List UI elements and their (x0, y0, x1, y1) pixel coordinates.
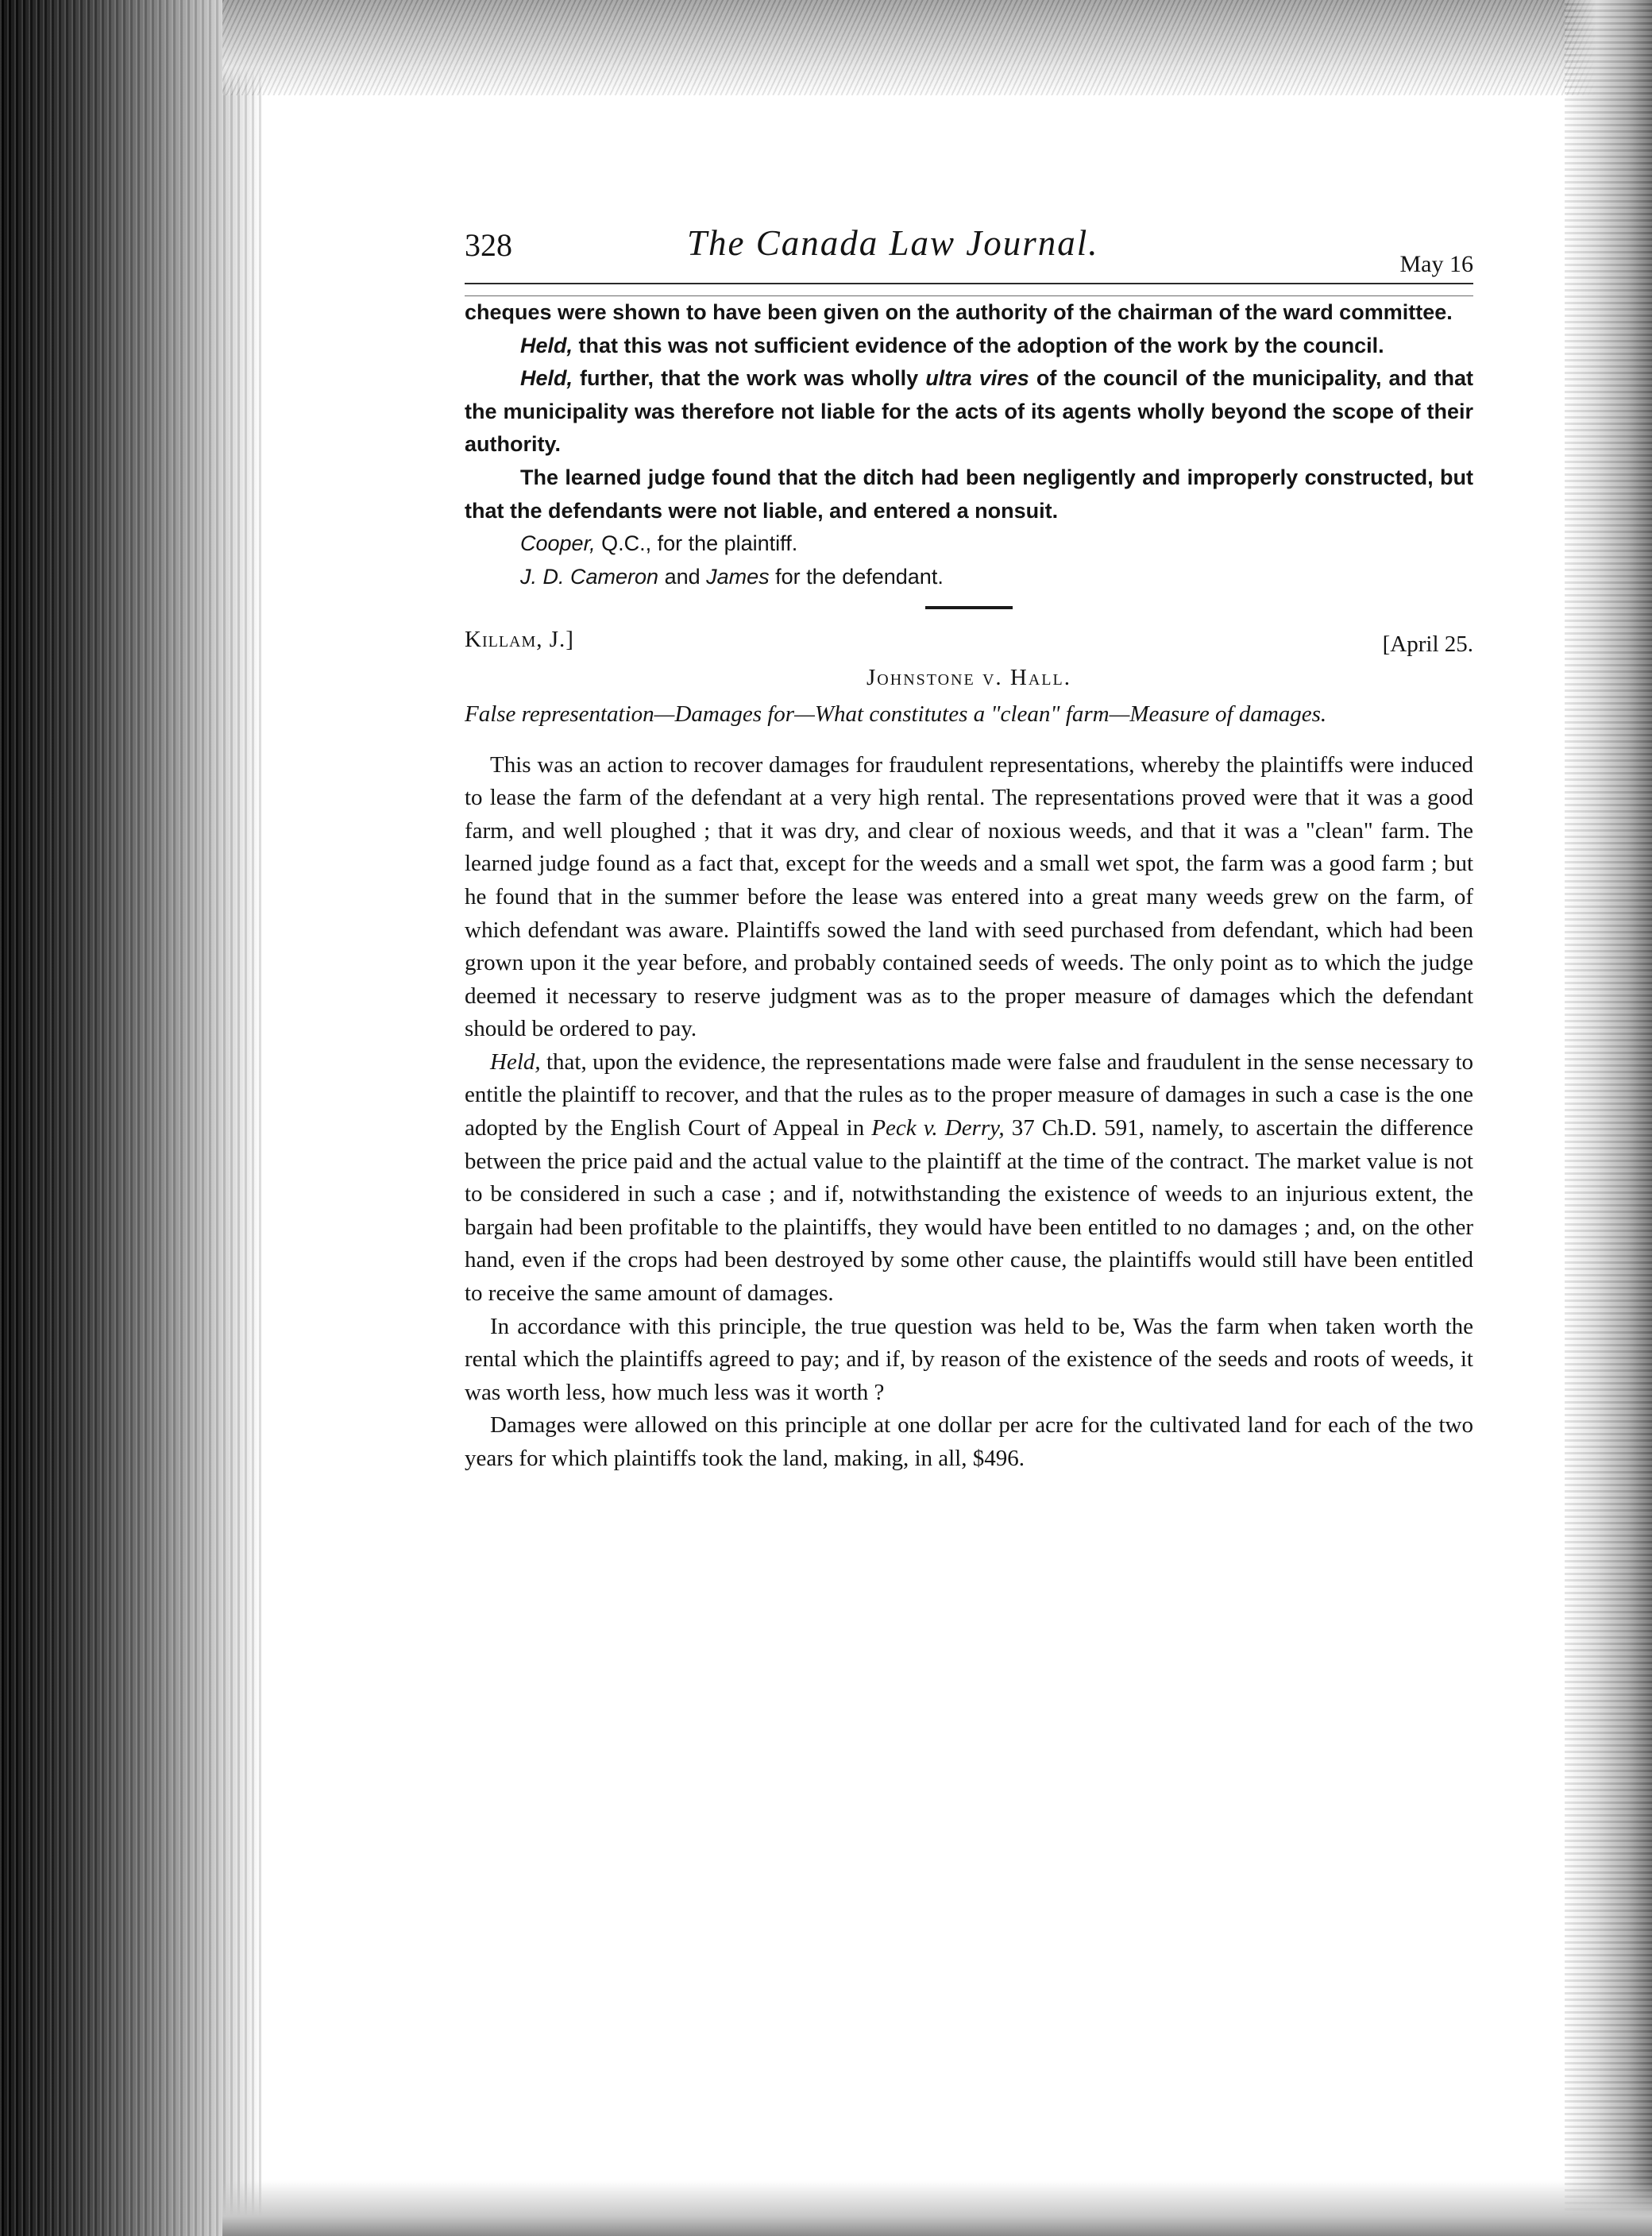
paragraph-text: Damages were allowed on this principle at one dollar per acre for the cultivated land for each of the two years for which plaintiffs took the land, making, in all, $496. (465, 1412, 1473, 1471)
page-number: 328 (465, 227, 512, 263)
paragraph-text: 37 Ch.D. 591, namely, to ascertain the difference between the price paid and the actual value to the plaintiff at the time of the contract. The market value is not to be considered in such a case ; and if, notwithstanding the existence of weeds to an injurious extent, the bargain had been profitable to the plaintiffs, they would have been entitled to no damages ; and, on the other hand, even if the crops had been destroyed by some other cause, the plaintiffs would still have been entitled to receive the same amount of damages. (465, 1115, 1473, 1307)
paragraph-text: that, upon the evidence, the representations made were false and fraudulent in the sense necessary to entitle the plaintiff to recover, and that the rules as to the proper measure of damages in such a case is the one adopted by the English Court of Appeal in (465, 1048, 1473, 1141)
scan-shadow-bottom (222, 2180, 1652, 2236)
case-headnote: False representation—Damages for—What constitutes a "clean" farm—Measure of damages. (465, 701, 1327, 727)
paragraph (465, 362, 1473, 461)
case-judge-line (465, 624, 1473, 660)
held-label: Held, (490, 1048, 541, 1075)
case-name: Johnstone v. Hall. (867, 665, 1071, 691)
paragraph (465, 749, 1473, 1046)
scan-shadow-top (222, 0, 1652, 95)
page-text (465, 222, 1473, 1476)
head-rule (465, 284, 1473, 296)
case-body (465, 749, 1473, 1476)
paragraph (465, 461, 1473, 527)
scan-shadow-left (0, 0, 262, 2236)
held-label: Held, (520, 366, 573, 391)
paragraph (465, 1046, 1473, 1311)
judge-name: Killam, J.] (465, 627, 574, 653)
issue-date: May 16 (1399, 251, 1473, 277)
counsel-line (465, 527, 1473, 561)
paragraph-text: In accordance with this principle, the true question was held to be, Was the farm when taken worth the rental which the plaintiffs agreed to pay; and if, by reason of the existence of the seeds and roots of weeds, it was worth less, how much less was it worth ? (465, 1313, 1473, 1405)
case-citation: Peck v. Derry, (871, 1115, 1005, 1141)
case-date: [April 25. (1382, 631, 1473, 658)
counsel-name: James (706, 564, 770, 589)
latin-term: ultra vires (925, 366, 1029, 391)
upper-section (465, 296, 1473, 593)
paragraph (465, 296, 1473, 330)
paragraph-text: cheques were shown to have been given on the authority of the chairman of the ward committee. (465, 300, 1453, 324)
running-head (465, 222, 1473, 284)
paragraph-text: This was an action to recover damages for fraudulent representations, whereby the plaintiffs were induced to lease the farm of the defendant at a very high rental. The representations proved were that it was a good farm, and well ploughed ; that it was dry, and clear of noxious weeds, and that it was a "clean" farm. The learned judge found as a fact that, except for the weeds and a small wet spot, the farm was a good farm ; but he found that in the summer before the lease was entered into a great many weeds grew on the farm, of which defendant was aware. Plaintiffs sowed the land with seed purchased from defendant, which had been grown upon it the year before, and probably contained seeds of weeds. The only point as to which the judge deemed it necessary to reserve judgment was as to the proper measure of damages which the defendant should be ordered to pay. (465, 751, 1473, 1042)
journal-title: The Canada Law Journal. (687, 223, 1099, 263)
paragraph (465, 330, 1473, 363)
paragraph-text: that this was not sufficient evidence of the adoption of the work by the council. (573, 333, 1384, 357)
section-divider (925, 606, 1013, 609)
scan-shadow-right (1565, 0, 1652, 2236)
counsel-text: Q.C., for the plaintiff. (595, 531, 798, 556)
paragraph-text: The learned judge found that the ditch had been negligently and improperly constructed, but that the defendants were not liable, and entered a nonsuit. (465, 465, 1473, 523)
paragraph (465, 1409, 1473, 1475)
paragraph-text: of the council of the municipality, and that the municipality was therefore not liable for the acts of its agents wholly beyond the scope of their authority. (465, 366, 1473, 457)
paragraph (465, 1311, 1473, 1410)
paragraph-text: further, that the work was wholly (573, 366, 926, 391)
counsel-name: J. D. Cameron (520, 564, 659, 589)
counsel-text: and (658, 564, 707, 589)
counsel-line (465, 561, 1473, 594)
held-label: Held, (520, 333, 573, 357)
counsel-text: for the defendant. (769, 564, 944, 589)
counsel-name: Cooper, (520, 531, 596, 556)
